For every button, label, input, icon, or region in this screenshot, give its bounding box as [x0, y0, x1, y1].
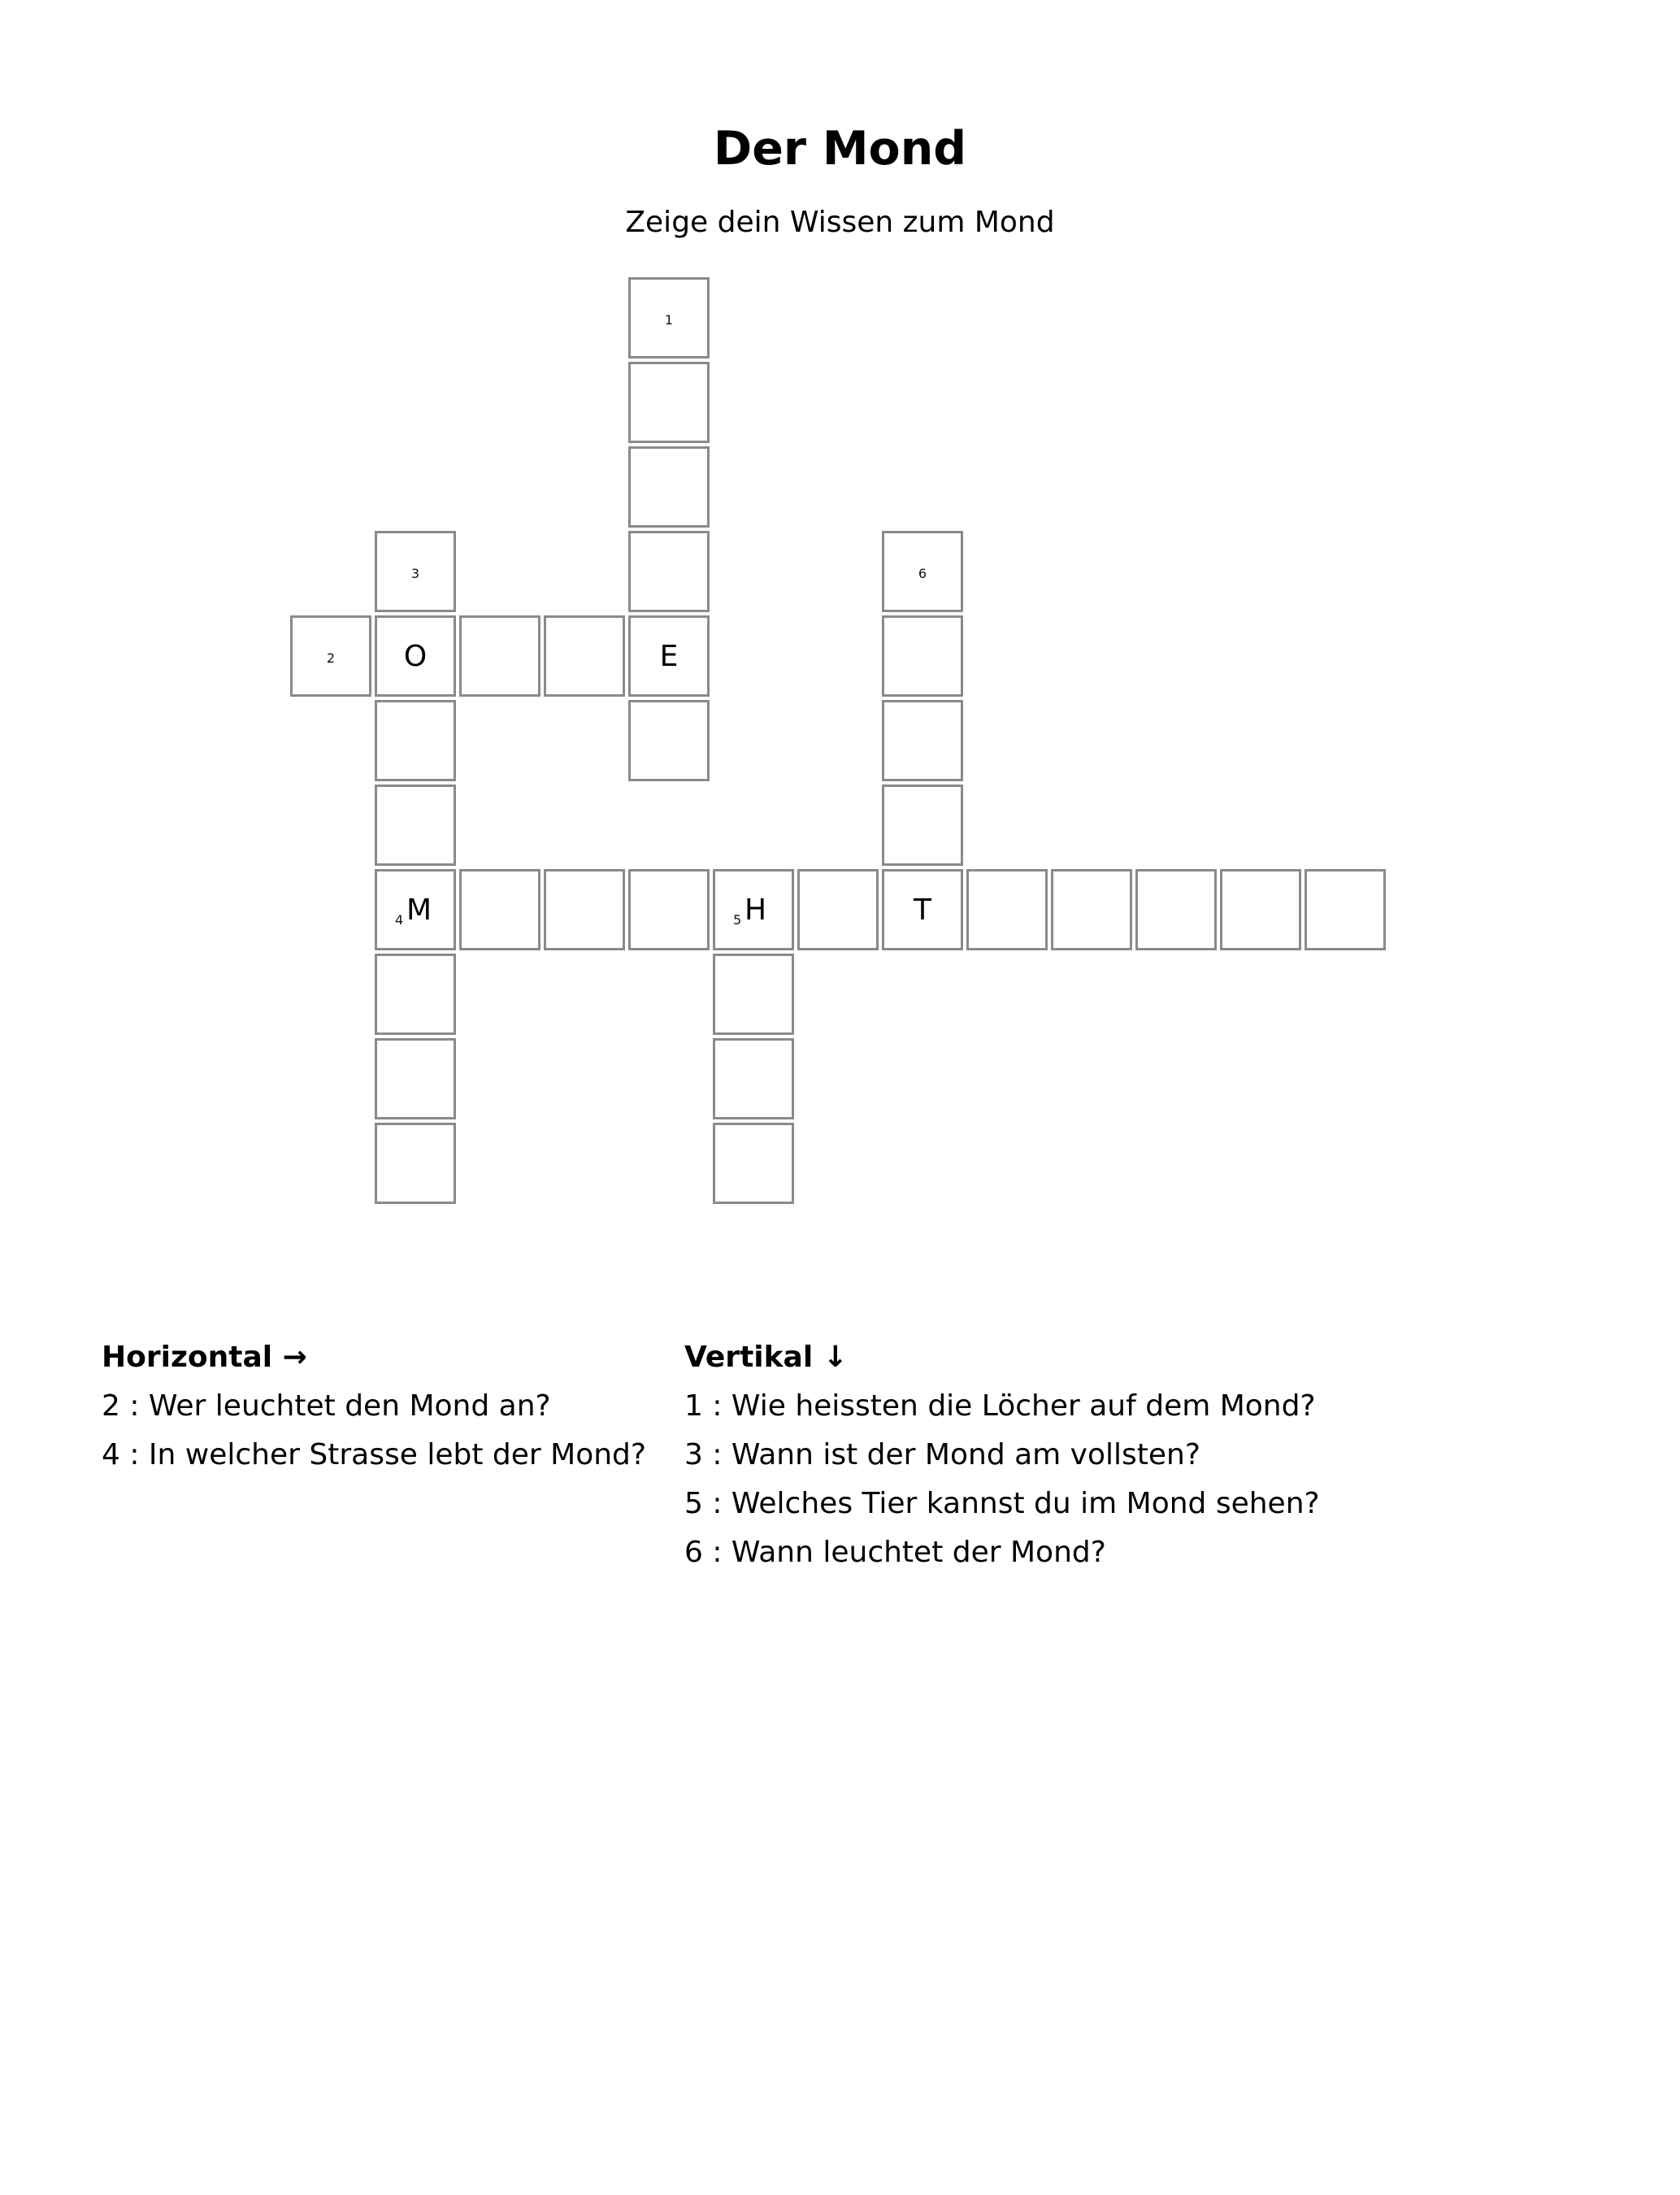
crossword-cell[interactable] [1304, 869, 1386, 950]
crossword-cell[interactable] [1220, 869, 1301, 950]
crossword-cell[interactable] [882, 869, 963, 950]
clue-number: 4 [395, 912, 404, 928]
clues-vertical [684, 1333, 1351, 1577]
crossword-cell[interactable] [628, 362, 710, 443]
crossword-cell[interactable] [1135, 869, 1217, 950]
crossword-cell[interactable] [375, 954, 456, 1035]
crossword-cell[interactable] [375, 785, 456, 866]
clues-horizontal-heading: Horizontal → [102, 1341, 307, 1374]
crossword-cell[interactable] [628, 869, 710, 950]
clue-item: 5 : Welches Tier kannst du im Mond sehen? [684, 1487, 1320, 1520]
crossword-cell[interactable] [966, 869, 1048, 950]
clue-item: 1 : Wie heissten die Löcher auf dem Mond? [684, 1389, 1316, 1423]
crossword-cell[interactable] [713, 954, 794, 1035]
crossword-cell[interactable] [375, 1123, 456, 1204]
clues-horizontal [102, 1333, 654, 1480]
clue-number: 1 [664, 312, 674, 328]
crossword-cell[interactable] [375, 531, 456, 612]
crossword-cell[interactable] [459, 869, 540, 950]
clue-number: 2 [326, 650, 336, 666]
crossword-cell[interactable] [628, 277, 710, 359]
clue-number: 3 [410, 566, 420, 581]
crossword-cell[interactable] [713, 1038, 794, 1119]
cell-letter: O [403, 640, 428, 673]
crossword-cell[interactable] [628, 446, 710, 528]
crossword-cell[interactable] [375, 869, 456, 950]
crossword-cell[interactable] [544, 615, 625, 697]
page-title: Der Mond [713, 122, 967, 176]
crossword-cell[interactable] [797, 869, 879, 950]
crossword-cell[interactable] [290, 615, 371, 697]
cell-letter: M [406, 893, 432, 927]
crossword-cell[interactable] [882, 615, 963, 697]
clue-item: 4 : In welcher Strasse lebt der Mond? [102, 1438, 646, 1471]
clue-item: 3 : Wann ist der Mond am vollsten? [684, 1438, 1200, 1471]
crossword-cell[interactable] [544, 869, 625, 950]
crossword-cell[interactable] [628, 615, 710, 697]
clue-item: 2 : Wer leuchtet den Mond an? [102, 1389, 551, 1423]
crossword-cell[interactable] [628, 531, 710, 612]
clues-vertical-heading: Vertikal ↓ [684, 1341, 848, 1374]
clue-number: 5 [733, 912, 742, 928]
crossword-cell[interactable] [882, 785, 963, 866]
clue-number: 6 [918, 566, 927, 581]
cell-letter: H [744, 893, 767, 927]
page-subtitle: Zeige dein Wissen zum Mond [625, 206, 1055, 239]
crossword-cell[interactable] [628, 700, 710, 781]
crossword-cell[interactable] [375, 1038, 456, 1119]
crossword-cell[interactable] [1051, 869, 1132, 950]
crossword-cell[interactable] [713, 1123, 794, 1204]
cell-letter: T [914, 893, 931, 927]
crossword-cell[interactable] [375, 700, 456, 781]
crossword-cell[interactable] [882, 531, 963, 612]
crossword-cell[interactable] [459, 615, 540, 697]
clue-item: 6 : Wann leuchtet der Mond? [684, 1536, 1106, 1569]
crossword-cell[interactable] [713, 869, 794, 950]
crossword-cell[interactable] [882, 700, 963, 781]
crossword-cell[interactable] [375, 615, 456, 697]
cell-letter: E [659, 640, 679, 673]
